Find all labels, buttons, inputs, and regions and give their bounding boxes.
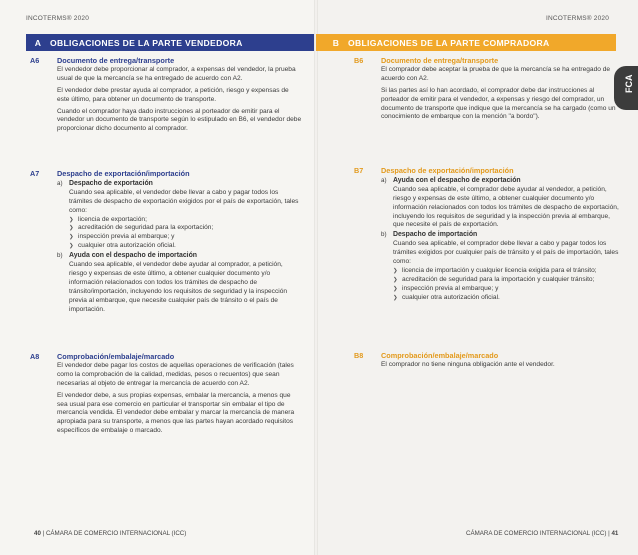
subsection-heading: Ayuda con el despacho de importación	[69, 252, 198, 260]
list-item: ❯ licencia de importación y cualquier licencia exigida para el tránsito;	[393, 266, 597, 274]
section-code: B6	[354, 56, 364, 65]
band-title: OBLIGACIONES DE LA PARTE VENDEDORA	[50, 37, 243, 48]
section-title: Documento de entrega/transporte	[57, 56, 175, 65]
subsection-text: Cuando sea aplicable, el comprador debe llevar a cabo y pagar todos los trámites exigidos por cualquier país de tránsito y el país de importación, tales como:	[393, 240, 619, 266]
section-code: A8	[30, 352, 40, 361]
subsection-heading: Ayuda con el despacho de exportación	[393, 176, 521, 184]
paragraph: El comprador no tiene ninguna obligación ante el vendedor.	[381, 360, 555, 368]
section-a6	[30, 57, 302, 137]
list-item: ❯ cualquier otra autorización oficial.	[393, 293, 500, 301]
list-item: ❯ cualquier otra autorización oficial.	[69, 242, 176, 250]
footer	[466, 530, 618, 537]
seller-obligations-band	[26, 34, 316, 51]
paragraph: El vendedor debe, a sus propias expensas, embalar la mercancía, a menos que sea usual para ese comercio en particular el transportar sin embalar el tipo de mercancía vendida. El vendedor debe embalar y marcar la mercancía de manera apropiada para su transporte, a menos que las partes hayan acordado requisitos específicos de embalaje o marcado.	[57, 391, 295, 435]
running-head: INCOTERMS® 2020	[546, 15, 610, 22]
tab-label: FCA	[624, 74, 634, 93]
paragraph: El comprador debe aceptar la prueba de que la mercancía se ha entregado de acuerdo con A2.	[381, 65, 611, 82]
bullet-icon: ❯	[393, 276, 398, 283]
section-title: Comprobación/embalaje/marcado	[381, 351, 499, 360]
section-code: B7	[354, 166, 364, 175]
bullet-icon: ❯	[393, 267, 398, 274]
section-code: B8	[354, 351, 364, 360]
list-item: ❯ inspección previa al embarque; y	[69, 233, 175, 241]
subsection-letter: a)	[57, 179, 63, 187]
paragraph: El vendedor debe pagar los costos de aquellas operaciones de verificación (tales como la comprobación de la calidad, medidas, pesos o recuentos) que sean necesarias al objeto de entregar la mercancía de acuerdo con A2.	[57, 361, 294, 387]
bullet-icon: ❯	[69, 225, 74, 232]
section-code: A6	[30, 56, 40, 65]
band-title: OBLIGACIONES DE LA PARTE COMPRADORA	[348, 37, 550, 48]
section-title: Despacho de exportación/importación	[57, 169, 190, 178]
subsection-letter: a)	[381, 176, 387, 184]
section-b7	[354, 167, 620, 303]
paragraph: Si las partes así lo han acordado, el comprador debe dar instrucciones al porteador de emitir para el vendedor, a expensas y riesgo del comprador, un documento de transporte que indique que la mercancía se ha cargado (como un conocimiento de embarque con la mención "a bordo").	[381, 86, 616, 121]
book-spine	[314, 0, 318, 555]
bullet-icon: ❯	[393, 285, 398, 292]
paragraph: Cuando el comprador haya dado instrucciones al porteador de emitir para el vendedor un documento de transporte según lo estipulado en B6, el vendedor debe proporcionar dicho documento al comprador.	[57, 107, 302, 133]
section-a8	[30, 353, 302, 439]
band-code: B	[332, 37, 340, 48]
bullet-icon: ❯	[393, 294, 398, 301]
footer	[34, 530, 186, 537]
subsection-letter: b)	[57, 252, 63, 260]
buyer-obligations-band	[316, 34, 616, 51]
right-page	[316, 0, 638, 555]
bullet-icon: ❯	[69, 243, 74, 250]
section-title: Documento de entrega/transporte	[381, 56, 499, 65]
paragraph: El vendedor debe prestar ayuda al comprador, a petición, riesgo y expensas de este último, para obtener un documento de transporte.	[57, 86, 289, 103]
footer-text: CÁMARA DE COMERCIO INTERNACIONAL (ICC) |	[466, 530, 610, 537]
subsection-text: Cuando sea aplicable, el vendedor debe ayudar al comprador, a petición, riesgo y expensas de este último, a obtener cualquier documento y/o información relacionados con todos los trámites de despacho de tránsito/importación, incluyendo los requisitos de seguridad y la inspección previa al embarque, que necesite cualquier país de tránsito o el país de importación.	[69, 261, 288, 313]
paragraph: El vendedor debe proporcionar al comprador, a expensas del vendedor, la prueba usual de que la mercancía se ha entregado de acuerdo con A2.	[57, 65, 296, 82]
page-number: 40	[34, 530, 41, 537]
list-item: ❯ inspección previa al embarque; y	[393, 284, 499, 292]
subsection-heading: Despacho de importación	[393, 231, 478, 239]
left-page	[0, 0, 316, 555]
footer-text: | CÁMARA DE COMERCIO INTERNACIONAL (ICC)	[42, 530, 187, 537]
bullet-icon: ❯	[69, 234, 74, 241]
subsection-text: Cuando sea aplicable, el comprador debe ayudar al vendedor, a petición, riesgo y expensas de este último, a obtener cualquier documento y/o información relacionados con todos los trámites de despacho de exportación, incluyendo los requisitos de seguridad y la inspección previa al embarque, que necesite el país de exportación.	[393, 185, 619, 229]
list-item: ❯ acreditación de seguridad para la importación y cualquier tránsito;	[393, 275, 595, 283]
section-code: A7	[30, 169, 40, 178]
page-number: 41	[611, 530, 619, 537]
running-head: INCOTERMS® 2020	[26, 15, 90, 22]
section-title: Comprobación/embalaje/marcado	[57, 352, 175, 361]
section-a7	[30, 170, 302, 315]
bullet-icon: ❯	[69, 216, 74, 223]
subsection-heading: Despacho de exportación	[69, 179, 153, 187]
section-title: Despacho de exportación/importación	[381, 166, 514, 175]
list-item: ❯ licencia de exportación;	[69, 215, 147, 223]
section-thumb-tab	[614, 66, 638, 110]
subsection-letter: b)	[381, 231, 387, 239]
list-item: ❯ acreditación de seguridad para la exportación;	[69, 224, 214, 232]
section-b6	[354, 57, 620, 125]
subsection-text: Cuando sea aplicable, el vendedor debe llevar a cabo y pagar todos los trámites de despacho de exportación exigidos por el país de exportación, tales como:	[69, 188, 299, 214]
band-code: A	[34, 37, 42, 48]
section-b8	[354, 352, 620, 373]
